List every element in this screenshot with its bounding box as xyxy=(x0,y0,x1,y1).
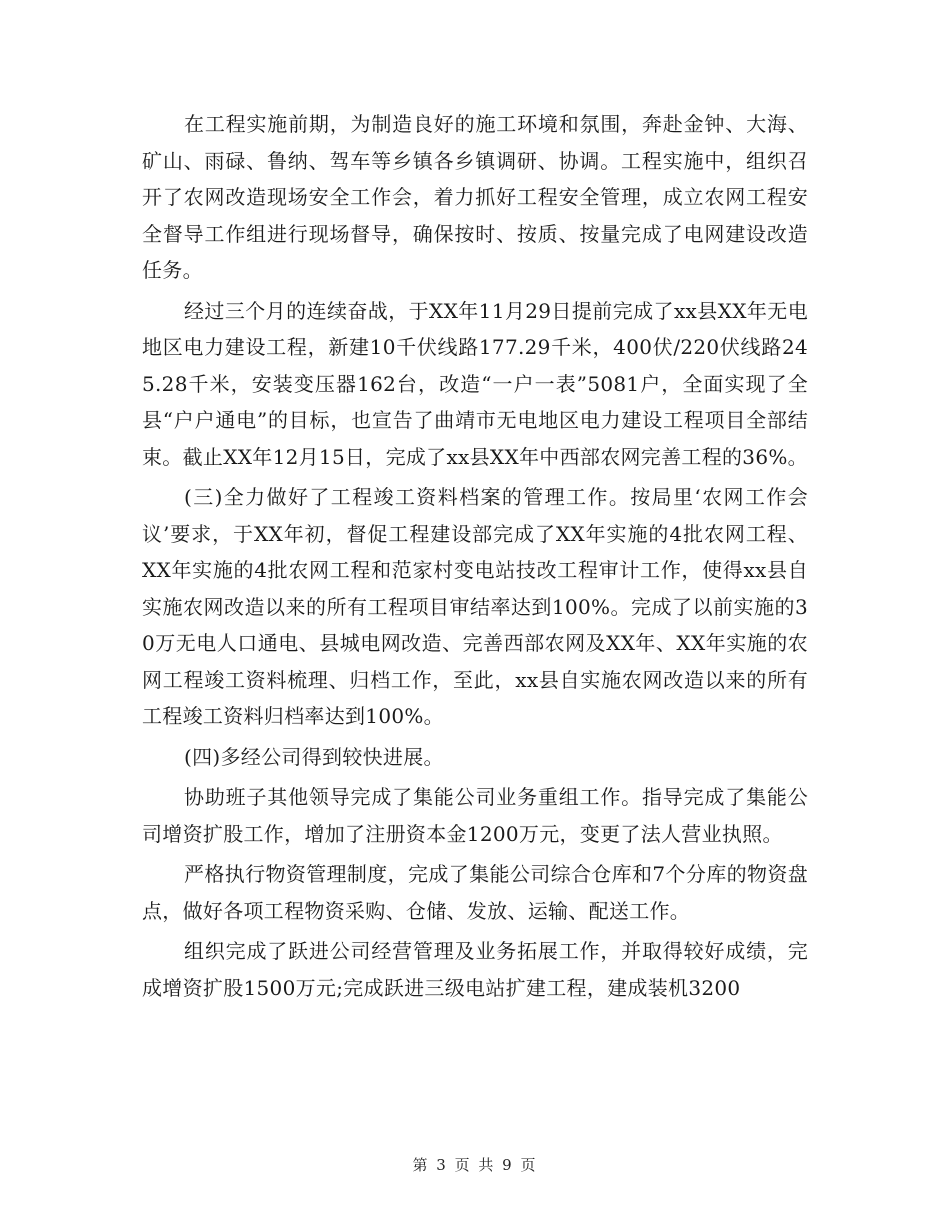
document-body xyxy=(142,106,808,1006)
paragraph-project-preparation: 在工程实施前期，为制造良好的施工环境和氛围，奔赴金钟、大海、矿山、雨碌、鲁纳、驾车等乡镇各乡镇调研、协调。工程实施中，组织召开了农网改造现场安全工作会，着力抓好工程安全管理，成立农网工程安全督导工作组进行现场督导，确保按时、按质、按量完成了电网建设改造任务。 xyxy=(142,112,808,282)
paragraph-diversified-company-heading: (四)多经公司得到较快进展。 xyxy=(184,744,444,769)
paragraph-yuejin-company: 组织完成了跃进公司经营管理及业务拓展工作，并取得较好成绩，完成增资扩股1500万元;完成跃进三级电站扩建工程，建成装机3200 xyxy=(142,939,808,1000)
paragraph-jineng-restructuring: 协助班子其他领导完成了集能公司业务重组工作。指导完成了集能公司增资扩股工作，增加了注册资本金1200万元，变更了法人营业执照。 xyxy=(142,785,808,846)
paragraph-completion-archives: (三)全力做好了工程竣工资料档案的管理工作。按局里‘农网工作会议’要求，于XX年初，督促工程建设部完成了XX年实施的4批农网工程、 XX年实施的4批农网工程和范家村变电站技改工程审计工作，使得xx县自实施农网改造以来的所有工程项目审结率达到100%。完成了以前实施的30万无电人口通电、县城电网改造、完善西部农网及XX年、XX年实施的农网工程竣工资料梳理、归档工作，至此，xx县自实施农网改造以来的所有工程竣工资料归档率达到100%。 xyxy=(142,485,808,728)
paragraph-unelectrified-area-project: 经过三个月的连续奋战，于XX年11月29日提前完成了xx县XX年无电地区电力建设工程，新建10千伏线路177.29千米，400伏/220伏线路245.28千米，安装变压器162台，改造“一户一表”5081户，全面实现了全县“户户通电”的目标，也宣告了曲靖市无电地区电力建设工程项目全部结束。截止XX年12月15日，完成了xx县XX年中西部农网完善工程的36%。 xyxy=(142,298,809,469)
page-number-footer: 第 3 页 共 9 页 xyxy=(412,1156,538,1174)
paragraph-materials-management: 严格执行物资管理制度，完成了集能公司综合仓库和7个分库的物资盘点，做好各项工程物资采购、仓储、发放、运输、配送工作。 xyxy=(142,862,808,923)
